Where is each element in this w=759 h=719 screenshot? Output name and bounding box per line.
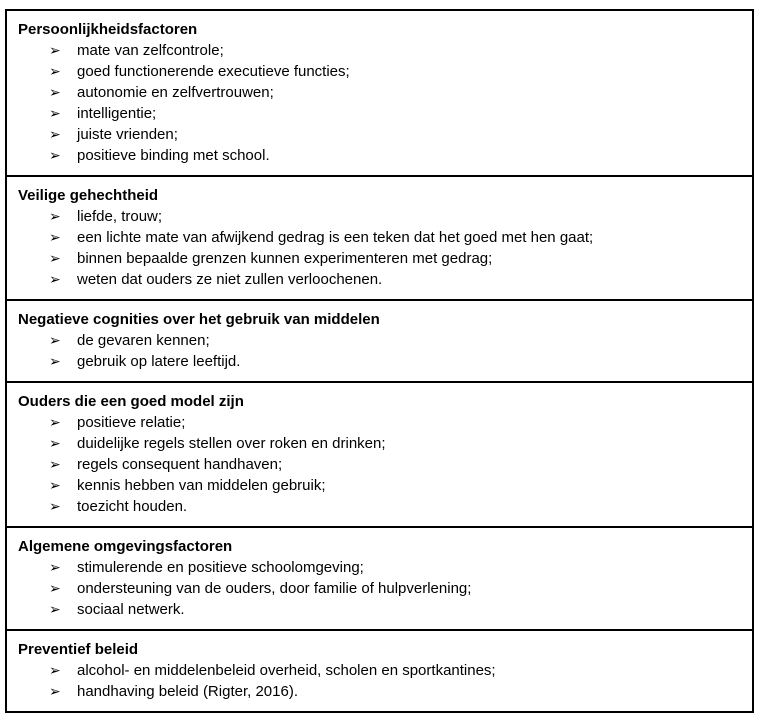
- list-item: [18, 351, 742, 372]
- section-persoonlijkheidsfactoren: [7, 11, 752, 177]
- list-item-text: autonomie en zelfvertrouwen;: [77, 84, 274, 101]
- list-item: [18, 248, 742, 269]
- arrow-bullet-icon: ➢: [49, 580, 61, 596]
- arrow-bullet-icon: ➢: [49, 42, 61, 58]
- list-item-text: liefde, trouw;: [77, 208, 163, 225]
- list-item: [18, 681, 742, 702]
- section-title: Preventief beleid: [18, 641, 139, 658]
- list-item-text: stimulerende en positieve schoolomgeving;: [77, 559, 364, 576]
- arrow-bullet-icon: ➢: [49, 601, 61, 617]
- list-item: [18, 330, 742, 351]
- item-list: [18, 660, 742, 702]
- section-title: Veilige gehechtheid: [18, 187, 159, 204]
- section-algemene-omgevingsfactoren: [7, 528, 752, 631]
- list-item-text: regels consequent handhaven;: [77, 456, 283, 473]
- section-title: Algemene omgevingsfactoren: [18, 538, 233, 555]
- arrow-bullet-icon: ➢: [49, 332, 61, 348]
- list-item: [18, 103, 742, 124]
- section-veilige-gehechtheid: [7, 177, 752, 301]
- list-item: [18, 227, 742, 248]
- list-item: [18, 269, 742, 290]
- list-item-text: gebruik op latere leeftijd.: [77, 353, 241, 370]
- list-item: [18, 145, 742, 166]
- arrow-bullet-icon: ➢: [49, 414, 61, 430]
- item-list: [18, 330, 742, 372]
- list-item: [18, 475, 742, 496]
- list-item-text: mate van zelfcontrole;: [77, 42, 224, 59]
- list-item-text: goed functionerende executieve functies;: [77, 63, 350, 80]
- item-list: [18, 412, 742, 517]
- list-item: [18, 61, 742, 82]
- list-item-text: duidelijke regels stellen over roken en drinken;: [77, 435, 386, 452]
- list-item-text: alcohol- en middelenbeleid overheid, scholen en sportkantines;: [77, 662, 496, 679]
- list-item: [18, 206, 742, 227]
- list-item: [18, 660, 742, 681]
- item-list: [18, 206, 742, 290]
- list-item: [18, 412, 742, 433]
- list-item-text: binnen bepaalde grenzen kunnen experimenteren met gedrag;: [77, 250, 493, 267]
- list-item-text: handhaving beleid (Rigter, 2016).: [77, 683, 298, 700]
- arrow-bullet-icon: ➢: [49, 84, 61, 100]
- list-item: [18, 40, 742, 61]
- arrow-bullet-icon: ➢: [49, 662, 61, 678]
- protective-factors-table: [5, 9, 754, 713]
- section-title: Persoonlijkheidsfactoren: [18, 21, 198, 38]
- section-preventief-beleid: [7, 631, 752, 711]
- list-item-text: sociaal netwerk.: [77, 601, 185, 618]
- list-item-text: kennis hebben van middelen gebruik;: [77, 477, 326, 494]
- arrow-bullet-icon: ➢: [49, 353, 61, 369]
- arrow-bullet-icon: ➢: [49, 477, 61, 493]
- list-item: [18, 599, 742, 620]
- arrow-bullet-icon: ➢: [49, 208, 61, 224]
- arrow-bullet-icon: ➢: [49, 498, 61, 514]
- arrow-bullet-icon: ➢: [49, 559, 61, 575]
- arrow-bullet-icon: ➢: [49, 229, 61, 245]
- list-item: [18, 433, 742, 454]
- list-item-text: ondersteuning van de ouders, door familie of hulpverlening;: [77, 580, 472, 597]
- item-list: [18, 557, 742, 620]
- arrow-bullet-icon: ➢: [49, 683, 61, 699]
- list-item-text: intelligentie;: [77, 105, 157, 122]
- arrow-bullet-icon: ➢: [49, 456, 61, 472]
- list-item-text: positieve relatie;: [77, 414, 186, 431]
- list-item: [18, 557, 742, 578]
- section-title: Negatieve cognities over het gebruik van middelen: [18, 311, 380, 328]
- arrow-bullet-icon: ➢: [49, 126, 61, 142]
- list-item: [18, 82, 742, 103]
- arrow-bullet-icon: ➢: [49, 435, 61, 451]
- arrow-bullet-icon: ➢: [49, 147, 61, 163]
- list-item: [18, 496, 742, 517]
- list-item-text: juiste vrienden;: [77, 126, 178, 143]
- list-item: [18, 124, 742, 145]
- list-item: [18, 578, 742, 599]
- list-item-text: een lichte mate van afwijkend gedrag is een teken dat het goed met hen gaat;: [77, 229, 594, 246]
- arrow-bullet-icon: ➢: [49, 105, 61, 121]
- section-ouders-goed-model: [7, 383, 752, 528]
- arrow-bullet-icon: ➢: [49, 63, 61, 79]
- arrow-bullet-icon: ➢: [49, 271, 61, 287]
- section-negatieve-cognities: [7, 301, 752, 383]
- list-item-text: positieve binding met school.: [77, 147, 270, 164]
- section-title: Ouders die een goed model zijn: [18, 393, 244, 410]
- list-item-text: toezicht houden.: [77, 498, 188, 515]
- arrow-bullet-icon: ➢: [49, 250, 61, 266]
- list-item: [18, 454, 742, 475]
- list-item-text: weten dat ouders ze niet zullen verloochenen.: [77, 271, 383, 288]
- list-item-text: de gevaren kennen;: [77, 332, 210, 349]
- item-list: [18, 40, 742, 166]
